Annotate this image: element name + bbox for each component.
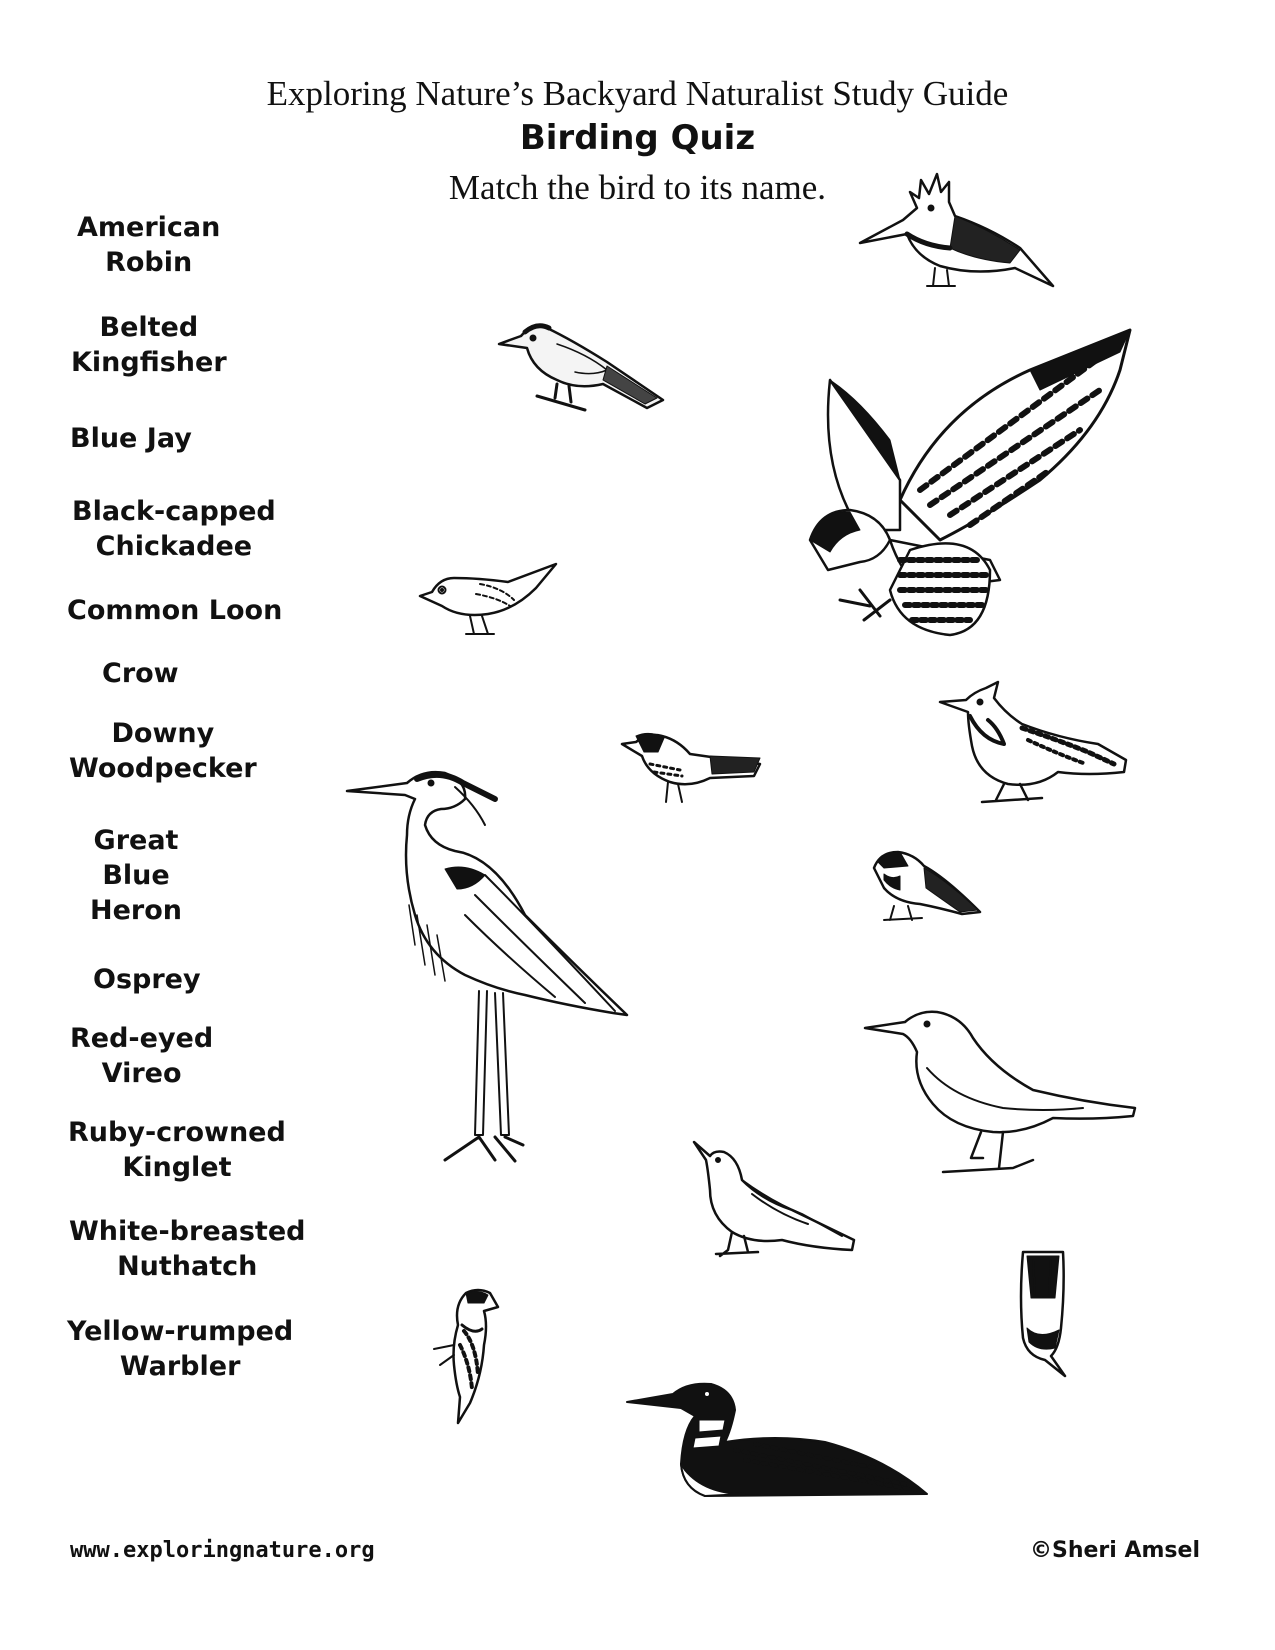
warbler-illustration [620,730,765,810]
website-link[interactable]: www.exploringnature.org [70,1538,375,1563]
kinglet-illustration [418,560,560,640]
series-title: Exploring Nature’s Backyard Naturalist Study Guide [266,74,1009,113]
woodpecker-illustration [430,1285,500,1425]
bird-name-great-blue-heron: Great Blue Heron [90,825,182,926]
bird-name-osprey: Osprey [93,964,201,995]
bird-name-crow: Crow [102,658,179,689]
copyright: ©Sheri Amsel [1030,1538,1200,1563]
robin-illustration [692,1140,860,1270]
vireo-illustration [497,318,667,413]
blue-jay-illustration [938,680,1130,808]
loon-illustration [625,1380,930,1500]
nuthatch-illustration [1015,1248,1073,1378]
bird-name-red-eyed-vireo: Red-eyed Vireo [70,1023,214,1089]
bird-name-ruby-crowned-kinglet: Ruby-crowned Kinglet [68,1117,286,1183]
bird-name-white-breasted-nuthatch: White-breasted Nuthatch [69,1216,306,1282]
bird-name-list [50,0,350,1450]
crow-illustration [863,1008,1138,1178]
bird-name-yellow-rumped-warbler: Yellow-rumped Warbler [67,1316,294,1382]
kingfisher-illustration [855,168,1060,293]
bird-name-blue-jay: Blue Jay [70,423,192,454]
chickadee-illustration [870,848,982,923]
instructions: Match the bird to its name. [448,168,827,207]
bird-name-black-capped-chickadee: Black-capped Chickadee [72,496,276,562]
heron-illustration [345,765,630,1170]
bird-name-american-robin: American Robin [77,212,221,278]
bird-name-belted-kingfisher: Belted Kingfisher [71,312,227,378]
bird-name-downy-woodpecker: Downy Woodpecker [69,718,257,784]
bird-name-common-loon: Common Loon [67,595,283,626]
osprey-illustration [800,330,1135,642]
page-title: Birding Quiz [519,118,756,158]
